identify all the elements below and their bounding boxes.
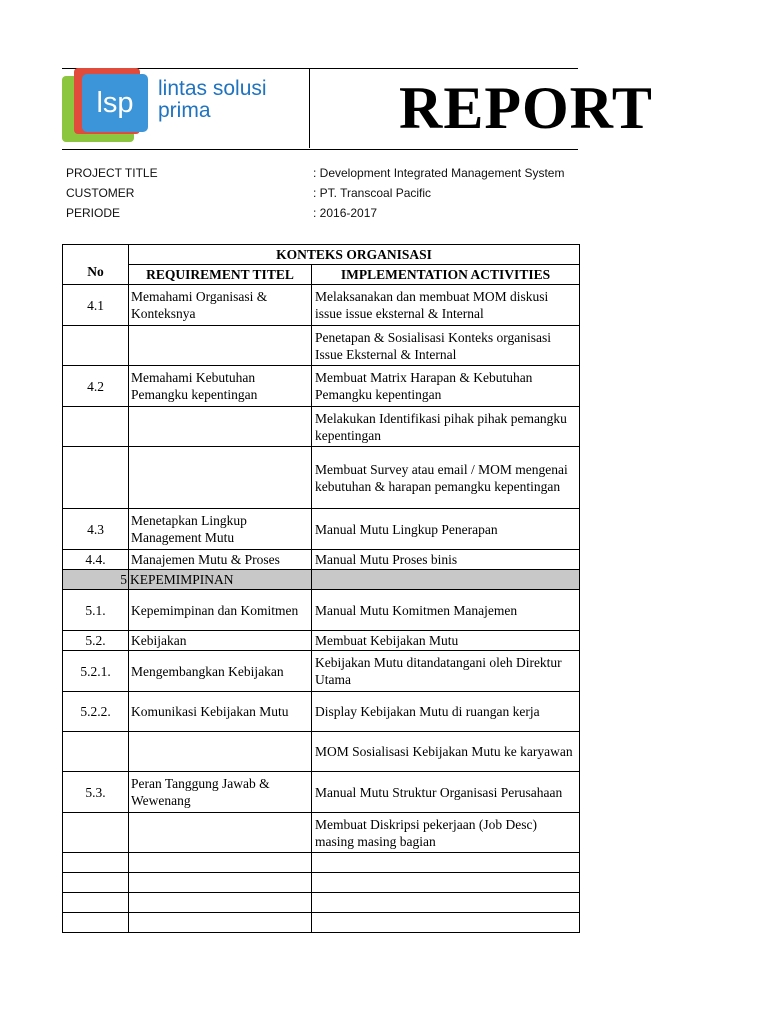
cell-requirement: Peran Tanggung Jawab & Wewenang (129, 772, 312, 813)
info-value: : PT. Transcoal Pacific (313, 186, 432, 200)
info-label: PERIODE (66, 206, 121, 220)
cell-requirement: Kepemimpinan dan Komitmen (129, 590, 312, 631)
report-title: REPORT (399, 75, 653, 141)
requirements-table (62, 244, 580, 933)
cell-no: 5.2.1. (63, 651, 129, 692)
table-row (63, 590, 580, 631)
cell-no (63, 913, 129, 933)
cell-no: 5.2.2. (63, 692, 129, 732)
table-row (63, 732, 580, 772)
cell-activity: Manual Mutu Komitmen Manajemen (312, 590, 580, 631)
cell-no (63, 407, 129, 447)
cell-no: 5 (63, 570, 129, 590)
table-row (63, 772, 580, 813)
table-row (63, 651, 580, 692)
cell-requirement (129, 732, 312, 772)
cell-no (63, 893, 129, 913)
cell-requirement (129, 813, 312, 853)
info-row-project (66, 164, 578, 182)
cell-activity: Manual Mutu Struktur Organisasi Perusahaan (312, 772, 580, 813)
cell-activity (312, 893, 580, 913)
cell-activity: Membuat Survey atau email / MOM mengenai kebutuhan & harapan pemangku kepentingan (312, 447, 580, 509)
cell-activity (312, 570, 580, 590)
table-row (63, 285, 580, 326)
cell-no: 5.3. (63, 772, 129, 813)
cell-activity: Manual Mutu Proses binis (312, 550, 580, 570)
table-row (63, 893, 580, 913)
cell-requirement: KEPEMIMPINAN (129, 570, 312, 590)
cell-no (63, 853, 129, 873)
cell-activity: Membuat Kebijakan Mutu (312, 631, 580, 651)
table-row (63, 550, 580, 570)
info-value: : 2016-2017 (313, 206, 378, 220)
cell-activity (312, 873, 580, 893)
table-row (63, 853, 580, 873)
cell-no (63, 873, 129, 893)
cell-no (63, 813, 129, 853)
cell-activity (312, 913, 580, 933)
cell-no: 5.2. (63, 631, 129, 651)
column-header-activities: IMPLEMENTATION ACTIVITIES (312, 265, 580, 285)
cell-activity: Membuat Matrix Harapan & Kebutuhan Pemangku kepentingan (312, 366, 580, 407)
table-column-header-row (63, 265, 580, 285)
table-row (63, 692, 580, 732)
cell-requirement: Menetapkan Lingkup Management Mutu (129, 509, 312, 550)
table-row (63, 631, 580, 651)
table-row (63, 509, 580, 550)
cell-requirement: Mengembangkan Kebijakan (129, 651, 312, 692)
info-row-customer (66, 184, 578, 202)
cell-no (63, 326, 129, 366)
cell-requirement: Memahami Organisasi & Konteksnya (129, 285, 312, 326)
cell-activity: Membuat Diskripsi pekerjaan (Job Desc) masing masing bagian (312, 813, 580, 853)
cell-no (63, 447, 129, 509)
table-row (63, 447, 580, 509)
table-row (63, 326, 580, 366)
group-header: KONTEKS ORGANISASI (129, 245, 580, 265)
table-row (63, 407, 580, 447)
cell-requirement (129, 407, 312, 447)
cell-requirement (129, 326, 312, 366)
table-row (63, 913, 580, 933)
column-header-no: No (63, 245, 129, 285)
info-value: : Development Integrated Management System (313, 166, 565, 180)
cell-no (63, 732, 129, 772)
section-row (63, 570, 580, 590)
cell-activity: Melakukan Identifikasi pihak pihak pemangku kepentingan (312, 407, 580, 447)
logo-text-line1: lintas solusi (158, 77, 267, 100)
table-row (63, 366, 580, 407)
cell-no: 4.1 (63, 285, 129, 326)
cell-requirement: Komunikasi Kebijakan Mutu (129, 692, 312, 732)
cell-activity: Melaksanakan dan membuat MOM diskusi issue issue eksternal & Internal (312, 285, 580, 326)
table-row (63, 813, 580, 853)
cell-no: 5.1. (63, 590, 129, 631)
info-label: CUSTOMER (66, 186, 135, 200)
column-header-requirement: REQUIREMENT TITEL (129, 265, 312, 285)
logo-mark: lsp (96, 87, 134, 119)
company-logo (62, 68, 309, 148)
cell-no: 4.2 (63, 366, 129, 407)
cell-activity: MOM Sosialisasi Kebijakan Mutu ke karyawan (312, 732, 580, 772)
cell-requirement (129, 853, 312, 873)
cell-requirement (129, 893, 312, 913)
cell-activity (312, 853, 580, 873)
cell-activity: Display Kebijakan Mutu di ruangan kerja (312, 692, 580, 732)
cell-requirement (129, 447, 312, 509)
table-row (63, 873, 580, 893)
info-label: PROJECT TITLE (66, 166, 158, 180)
cell-requirement: Memahami Kebutuhan Pemangku kepentingan (129, 366, 312, 407)
cell-no: 4.3 (63, 509, 129, 550)
cell-activity: Kebijakan Mutu ditandatangani oleh Direktur Utama (312, 651, 580, 692)
header-divider (309, 68, 310, 148)
logo-text-line2: prima (158, 99, 211, 122)
cell-activity: Penetapan & Sosialisasi Konteks organisasi Issue Eksternal & Internal (312, 326, 580, 366)
cell-requirement: Kebijakan (129, 631, 312, 651)
cell-activity: Manual Mutu Lingkup Penerapan (312, 509, 580, 550)
cell-requirement (129, 873, 312, 893)
cell-no: 4.4. (63, 550, 129, 570)
cell-requirement (129, 913, 312, 933)
cell-requirement: Manajemen Mutu & Proses (129, 550, 312, 570)
info-row-periode (66, 204, 578, 222)
table-group-header-row (63, 245, 580, 265)
